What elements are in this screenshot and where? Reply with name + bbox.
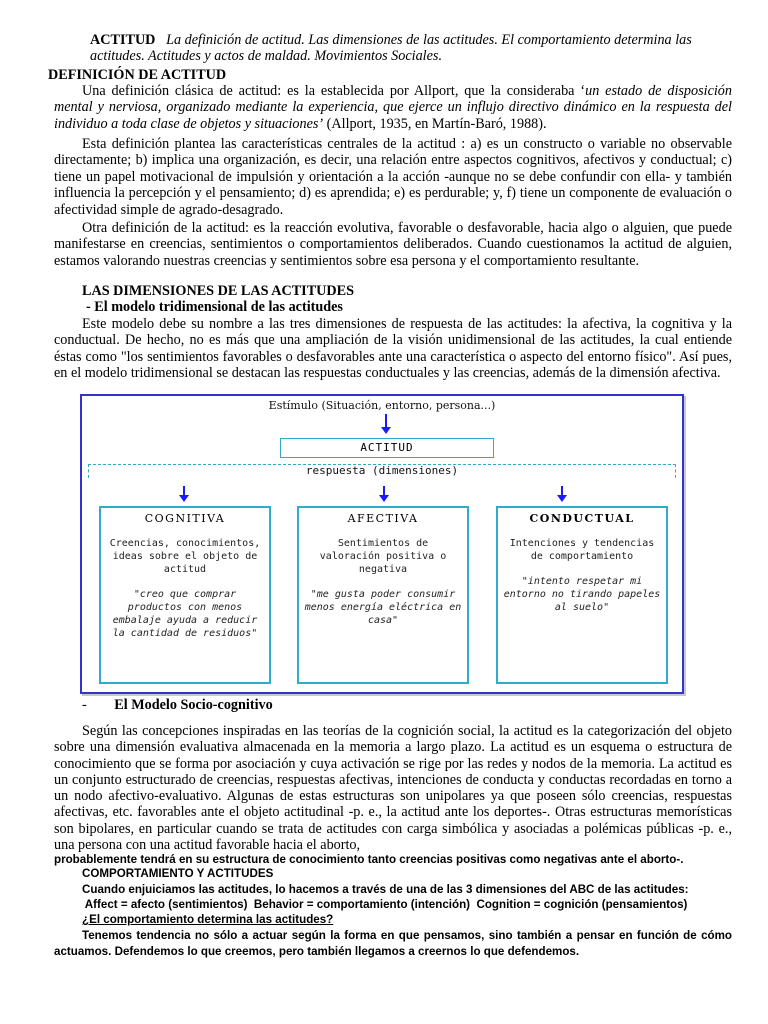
definicion-paragraph-2: Esta definición plantea las características centrales de la actitud : a) es un constructo o variable no observable directamente; b) implica una organización, es decir, una relación entre aspectos cognitivos, afectivos y conductual; c) tiene un papel motivacional de impulsión y orientación a la acción -aunque no se debe confundir con ella- y también influencia la percepción y el pensamiento; d) es aprendida; e) es perdurable; y, f) tiene un componente de evaluación o afectividad simple de agrado-desagrado. — [54, 136, 732, 218]
definicion-paragraph-3: Otra definición de la actitud: es la reacción evolutiva, favorable o desfavorable, hacia algo o alguien, que puede manifestarse en creencias, sentimientos o comportamientos deliberados. Cuando cuestionamos la actitud de alguien, estamos valorando nuestras creencias y sentimientos sobre esa persona y el comportamiento resultante. — [54, 220, 732, 269]
comportamiento-heading: COMPORTAMIENTO Y ACTITUDES — [82, 867, 274, 880]
socio-heading: El Modelo Socio-cognitivo — [114, 697, 273, 713]
bullet-dash: - — [82, 697, 87, 713]
dimension-box-conductual — [496, 506, 668, 684]
definicion-p1-text: Una definición clásica de actitud: es la establecida por Allport, que la consideraba ‘ — [82, 83, 586, 99]
header-label: ACTITUD — [90, 32, 156, 48]
dimension-box-cognitiva — [99, 506, 271, 684]
document-header — [90, 32, 732, 65]
comportamiento-paragraph: Tenemos tendencia no sólo a actuar según la forma en que pensamos, sino también a pensar en función de cómo actuamos. Defendemos lo que creemos, pero también llegamos a creernos lo que defendemos. — [54, 929, 732, 958]
tridimensional-diagram — [80, 394, 684, 694]
dimension-example: "intento respetar mi entorno no tirando papeles al suelo" — [503, 576, 661, 613]
dimensiones-subheading: - El modelo tridimensional de las actitudes — [86, 299, 343, 315]
socio-heading-line — [82, 697, 732, 713]
dimensiones-heading: LAS DIMENSIONES DE LAS ACTITUDES — [82, 283, 355, 299]
dimension-description: Intenciones y tendencias de comportamiento — [509, 538, 655, 562]
allport-citation: (Allport, 1935, en Martín-Baró, 1988). — [323, 115, 547, 132]
abc-dimensions: Affect = afecto (sentimientos) Behavior = comportamiento (intención) Cognition = cognición (pensamientos) — [82, 898, 688, 911]
socio-paragraph-end: probablemente tendrá en su estructura de conocimiento tanto creencias positivas como negativas ante el aborto-. — [54, 853, 684, 866]
dimension-description: Creencias, conocimientos, ideas sobre el objeto de actitud — [109, 538, 261, 575]
comportamiento-question: ¿El comportamiento determina las actitudes? — [82, 913, 334, 926]
respuesta-label: respuesta (dimensiones) — [305, 464, 459, 477]
dimension-title: AFECTIVA — [347, 512, 419, 525]
stimulus-label: Estímulo (Situación, entorno, persona...) — [268, 399, 496, 412]
dimension-title: COGNITIVA — [144, 512, 226, 525]
definicion-heading: DEFINICIÓN DE ACTITUD — [48, 67, 227, 83]
header-summary: La definición de actitud. Las dimensiones de las actitudes. El comportamiento determina las actitudes. Actitudes y actos de maldad. Movimientos Sociales. — [90, 32, 692, 65]
dimension-example: "creo que comprar productos con menos embalaje ayuda a reducir la cantidad de residuos" — [112, 589, 258, 639]
abc-intro: Cuando enjuiciamos las actitudes, lo hacemos a través de una de las 3 dimensiones del ABC de las actitudes: — [82, 883, 689, 896]
allport-quote: un estado de disposición mental y nerviosa, organizado mediante la experiencia, que ejerce un influjo directivo dinámico en la respuesta del individuo a toda clase de objetos y situaciones’ — [54, 83, 732, 132]
dimension-description: Sentimientos de valoración positiva o negativa — [319, 538, 447, 575]
dimensiones-paragraph: Este modelo debe su nombre a las tres dimensiones de respuesta de las actitudes: la afectiva, la cognitiva y la conductual. De hecho, no es más que una ampliación de la visión unidimensional de las actitudes, la cual entiende éstas como "los sentimientos favorables o desfavorables ante una característica o aspecto del entorno físico". Así pues, en el modelo tridimensional se destacan las respuestas conductuales y las creencias, además de la dimensión afectiva. — [54, 316, 732, 382]
socio-paragraph: Según las concepciones inspiradas en las teorías de la cognición social, la actitud es la categorización del objeto sobre una dimensión evaluativa almacenada en la memoria a largo plazo. La actitud es un esquema o estructura de conocimiento que se forma por asociación y cuya activación se rige por las redes y nodos de la memoria. La actitud es un conjunto estructurado de creencias, respuestas afectivas, intenciones de conducta y conductas recordadas en torno a un nodo afectivo-evaluativo. Algunas de estas estructuras son unipolares ya que poseen sólo creencias, respuestas afectivas, etc. favorables ante el objeto actitudinal -p. e., la actitud ante los deportes-. Otras estructuras memorísticas son bipolares, en particular cuando se trata de actitudes con carga simbólica y asociadas a polémicas públicas -p. e., una persona con una actitud favorable hacia el aborto, — [54, 723, 732, 854]
dimension-box-afectiva — [297, 506, 469, 684]
dimension-title: CONDUCTUAL — [529, 512, 635, 525]
actitud-box: ACTITUD — [280, 438, 494, 458]
definicion-paragraph-1 — [54, 83, 732, 132]
dimension-example: "me gusta poder consumir menos energía eléctrica en casa" — [304, 589, 462, 626]
